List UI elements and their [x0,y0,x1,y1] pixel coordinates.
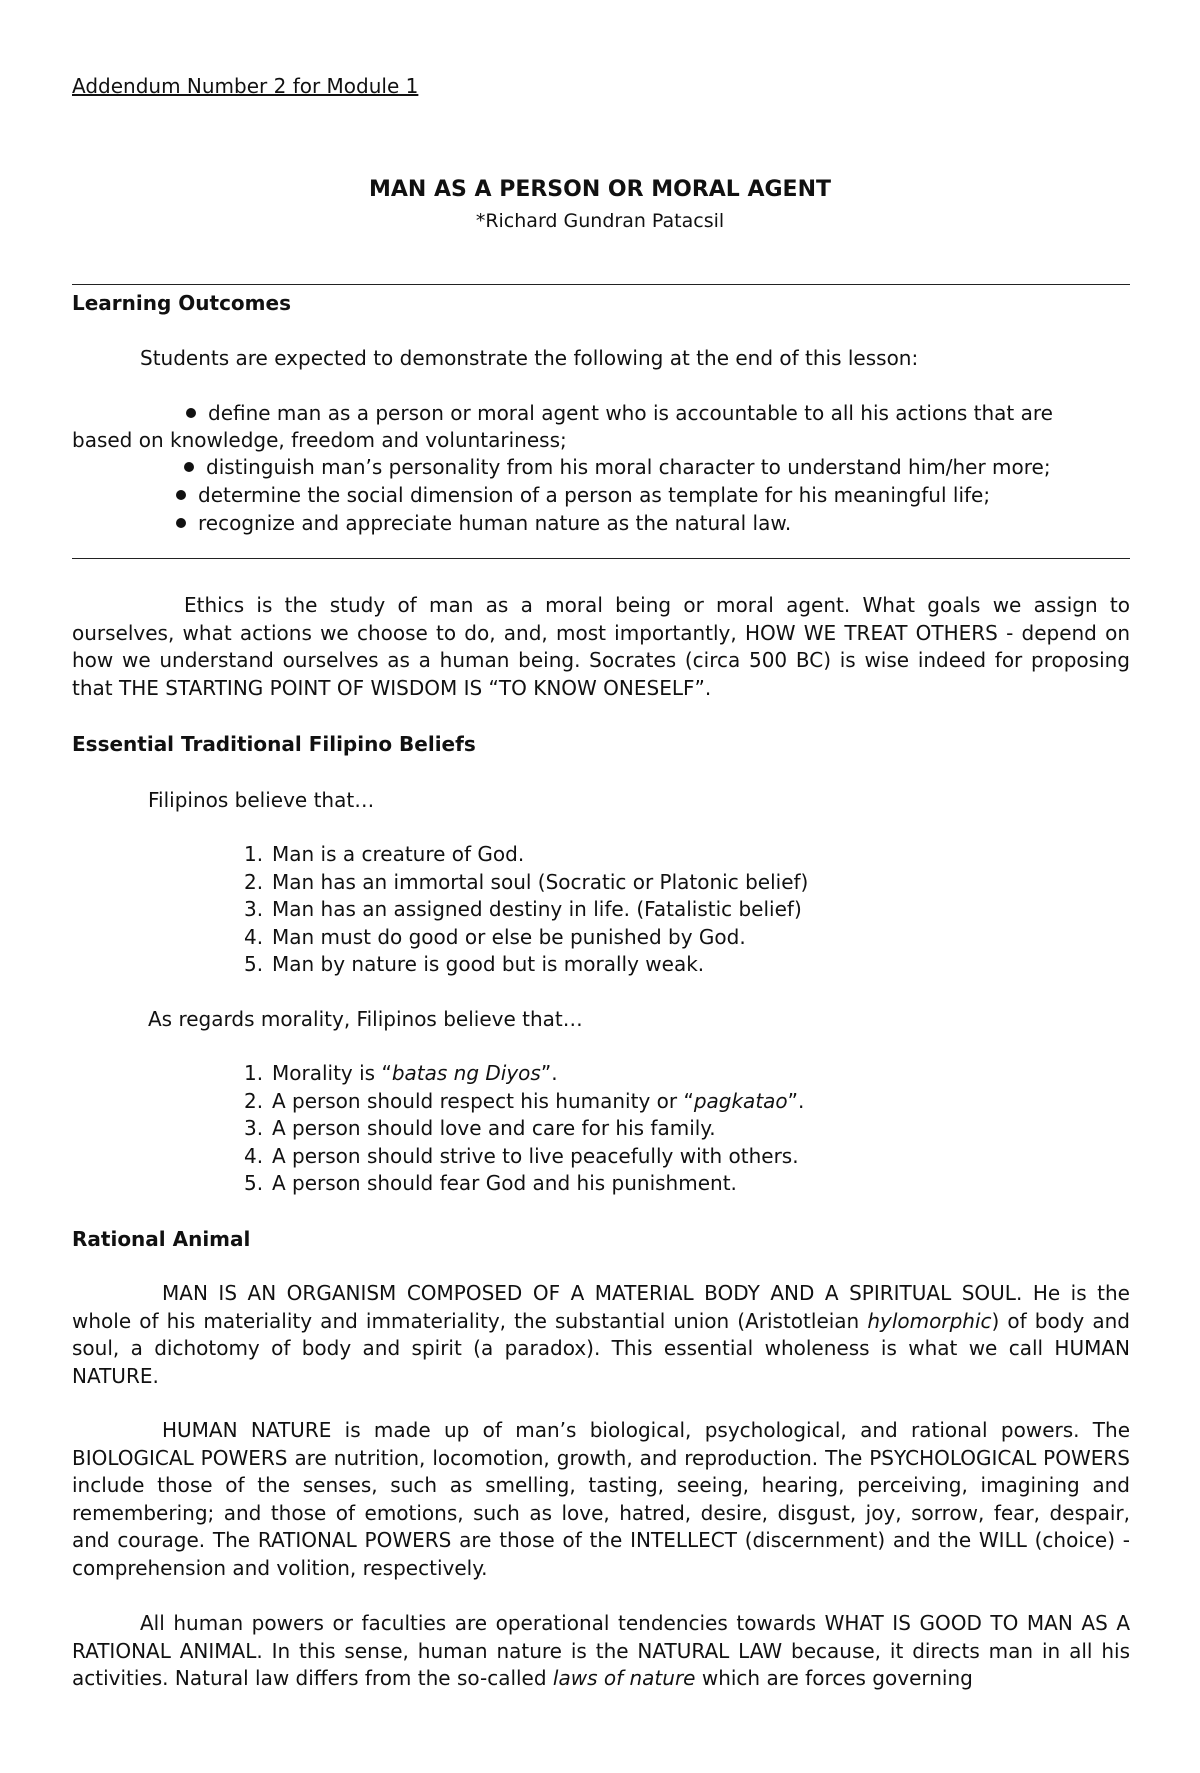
top-divider [72,284,1130,285]
filipino-beliefs-list [244,841,808,979]
outcome-item-1-cont: based on knowledge, freedom and voluntariness; [72,428,567,452]
learning-outcomes-heading: Learning Outcomes [72,291,291,315]
author-line: *Richard Gundran Patacsil [475,210,725,232]
rational-paragraph-3: All human powers or faculties are operational tendencies towards WHAT IS GOOD TO MAN AS A RATIONAL ANIMAL. In this sense, human nature is the NATURAL LAW because, it directs man in all his activities. Natural law differs from the so-called laws of nature which are forces governing [72,1611,1130,1690]
outcome-item-1: define man as a person or moral agent who is accountable to all his actions that are [186,399,1053,427]
bullet-icon [176,490,186,500]
filipino-beliefs-intro: Filipinos believe that… [148,788,375,812]
document-title: MAN AS A PERSON OR MORAL AGENT [369,177,831,202]
outcome-item-4: recognize and appreciate human nature as the natural law. [176,509,791,537]
list-item: 3. Man has an assigned destiny in life. (Fatalistic belief) [244,897,802,921]
list-item: 3. A person should love and care for his family. [244,1116,716,1140]
bullet-icon [186,408,196,418]
morality-intro: As regards morality, Filipinos believe that… [148,1007,583,1031]
learning-outcomes-intro: Students are expected to demonstrate the following at the end of this lesson: [140,346,919,370]
list-item: 4. A person should strive to live peacefully with others. [244,1143,799,1168]
list-item: 2. Man has an immortal soul (Socratic or Platonic belief) [244,869,809,894]
bullet-icon [176,518,186,528]
bullet-icon [184,462,194,472]
list-item: 2. A person should respect his humanity or “pagkatao”. [244,1088,805,1113]
list-item: 1. Man is a creature of God. [244,842,525,866]
filipino-beliefs-heading: Essential Traditional Filipino Beliefs [72,732,476,756]
outcome-item-3: determine the social dimension of a person as template for his meaningful life; [176,481,990,509]
bottom-divider [72,558,1130,559]
list-item: 4. Man must do good or else be punished by God. [244,924,746,949]
list-item: 5. A person should fear God and his punishment. [244,1171,737,1195]
list-item: 1. Morality is “batas ng Diyos”. [244,1061,558,1085]
rational-paragraph-2: HUMAN NATURE is made up of man’s biological, psychological, and rational powers. The BIOLOGICAL POWERS are nutrition, locomotion, growth, and reproduction. The PSYCHOLOGICAL POWERS include those of the senses, such as smelling, tasting, seeing, hearing, perceiving, imagining and remembering; and those of emotions, such as love, hatred, desire, disgust, joy, sorrow, fear, despair, and courage. The RATIONAL POWERS are those of the INTELLECT (discernment) and the WILL (choice) - comprehension and volition, respectively. [72,1418,1130,1580]
ethics-paragraph: Ethics is the study of man as a moral being or moral agent. What goals we assign to ourselves, what actions we choose to do, and, most importantly, HOW WE TREAT OTHERS - depend on how we understand ourselves as a human being. Socrates (circa 500 BC) is wise indeed for proposing that THE STARTING POINT OF WISDOM IS “TO KNOW ONESELF”. [72,593,1130,700]
outcome-item-2: distinguish man’s personality from his moral character to understand him/her more; [184,453,1051,481]
morality-list [244,1060,804,1198]
rational-animal-heading: Rational Animal [72,1227,251,1251]
list-item: 5. Man by nature is good but is morally weak. [244,952,705,976]
addendum-header: Addendum Number 2 for Module 1 [72,74,419,98]
rational-paragraph-1: MAN IS AN ORGANISM COMPOSED OF A MATERIAL BODY AND A SPIRITUAL SOUL. He is the whole of his materiality and immateriality, the substantial union (Aristotleian hylomorphic) of body and soul, a dichotomy of body and spirit (a paradox). This essential wholeness is what we call HUMAN NATURE. [72,1281,1130,1388]
